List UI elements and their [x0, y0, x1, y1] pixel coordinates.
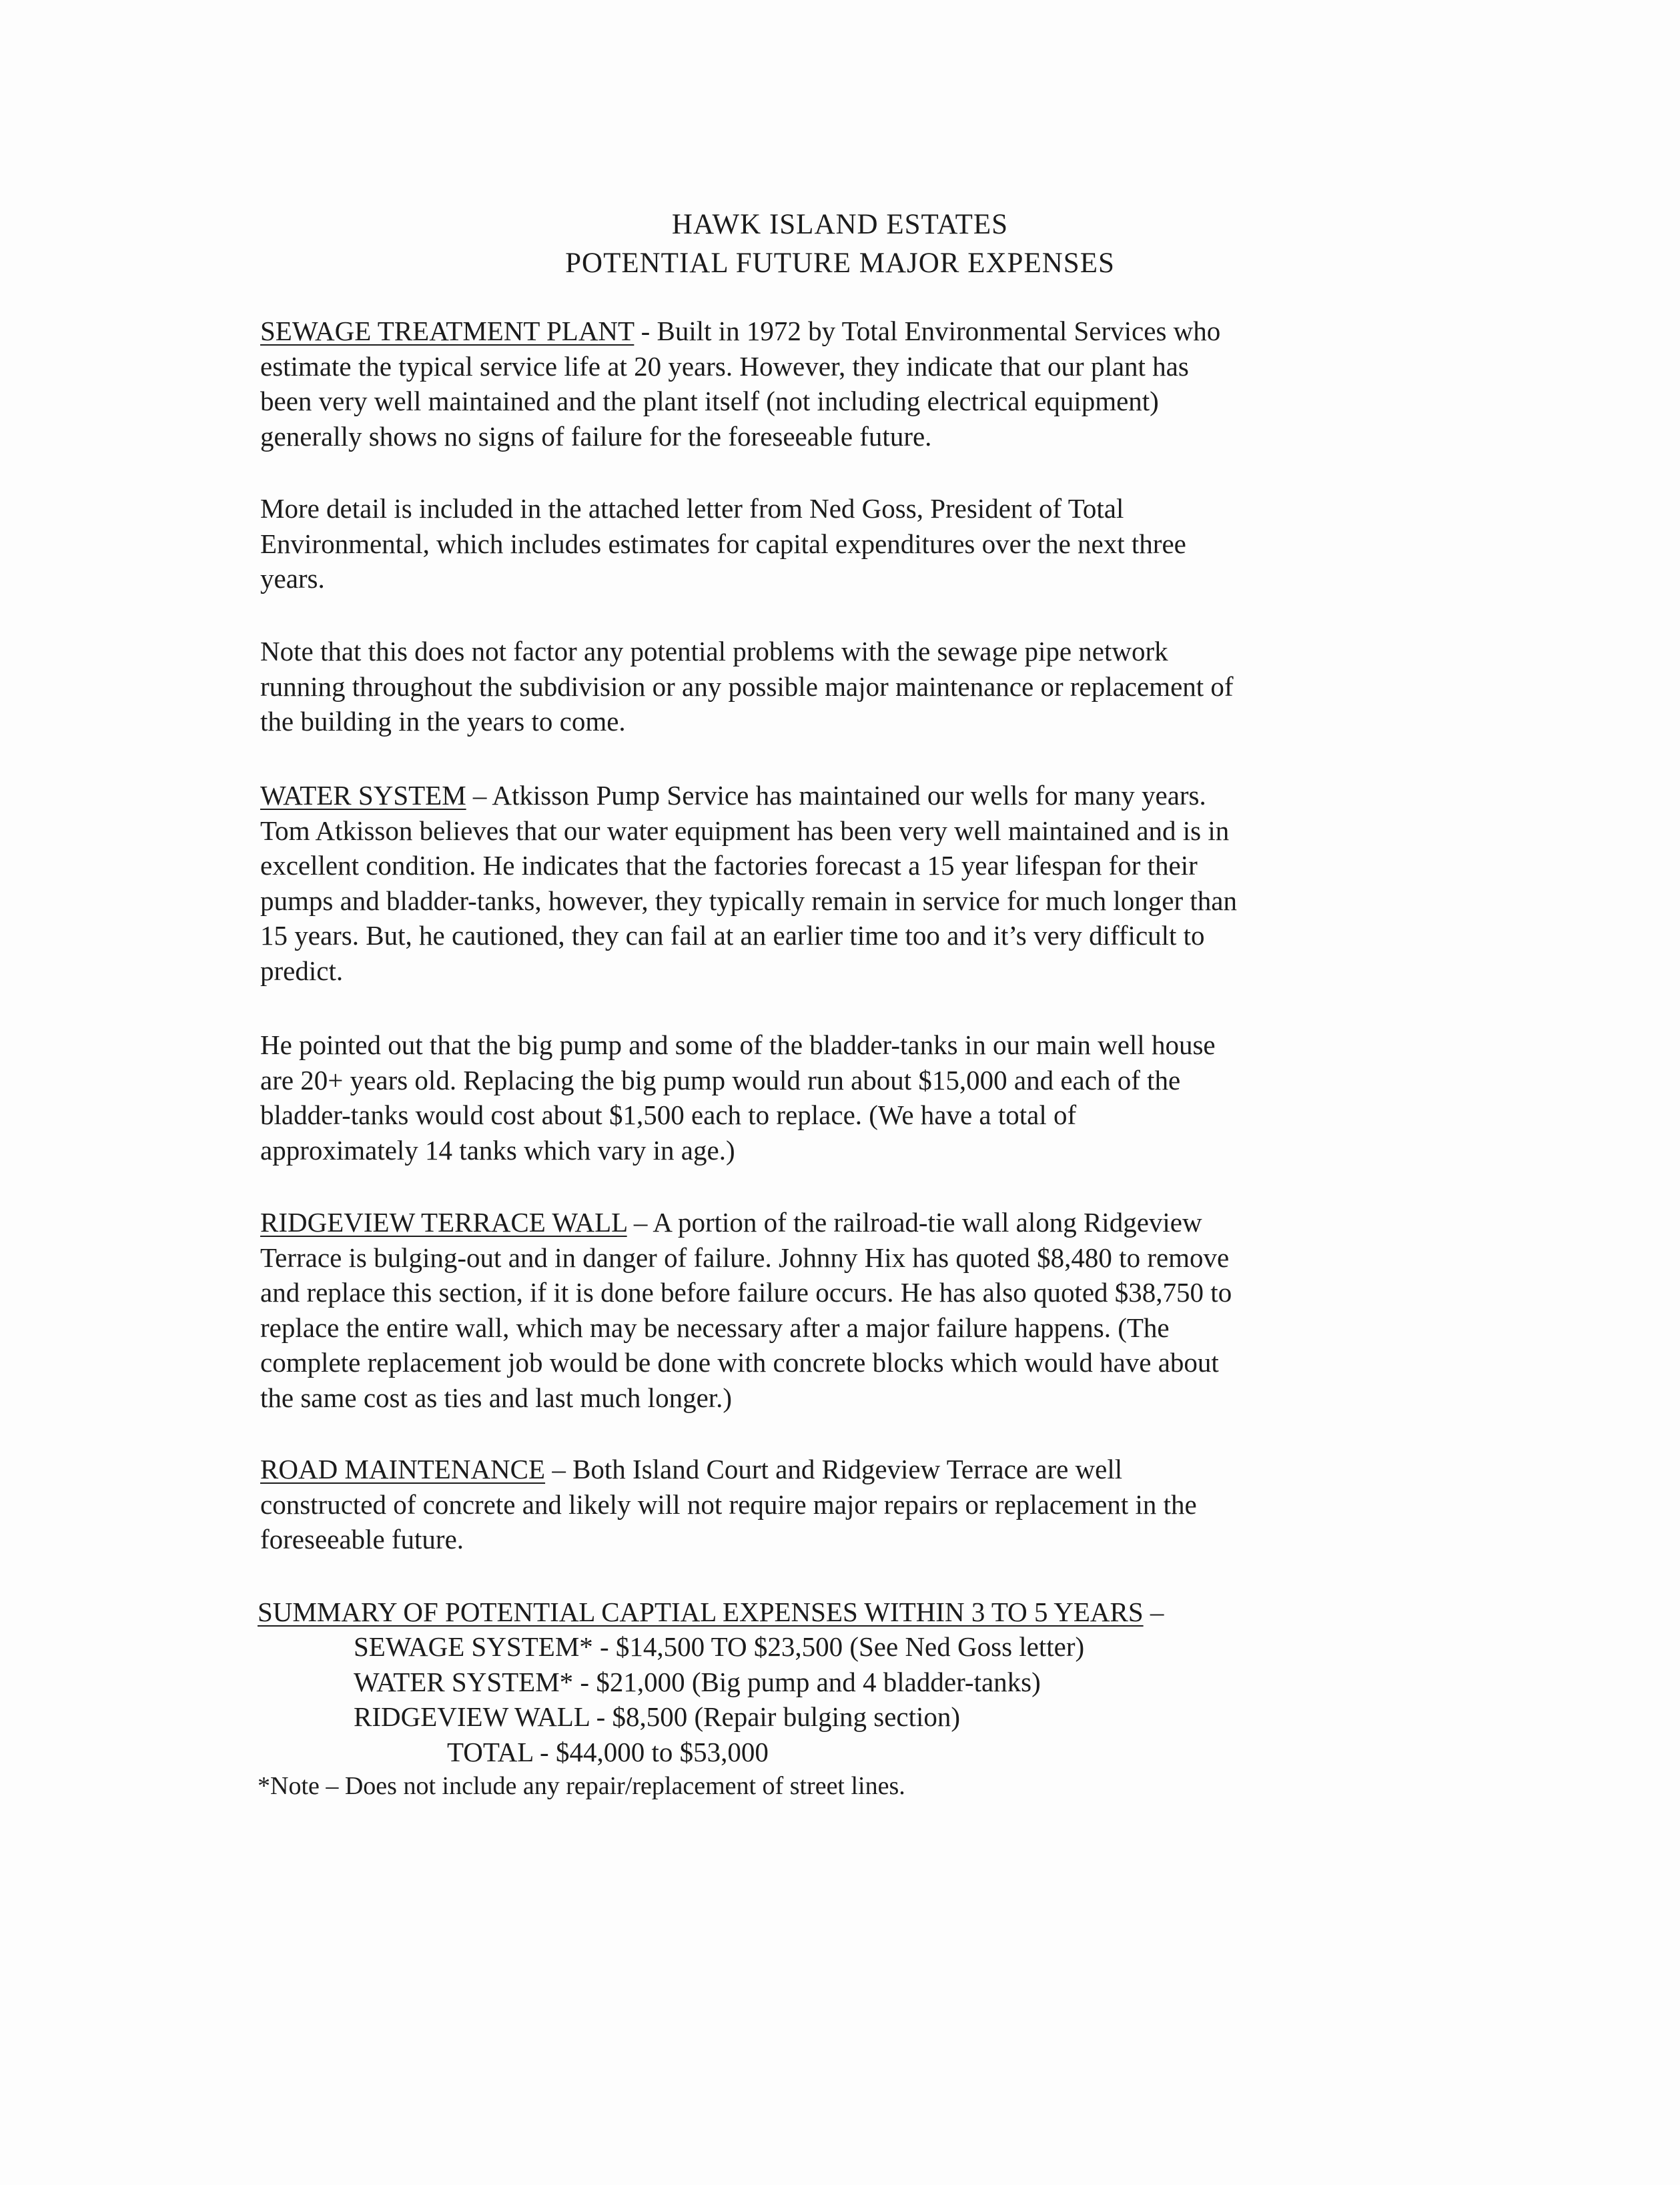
water-line-2: excellent condition. He indicates that the factories forecast a 15 year lifespan for their	[260, 850, 1198, 881]
road-first-line	[260, 1452, 1408, 1487]
document-header	[0, 205, 1680, 283]
sewage-line-0: - Built in 1972 by Total Environmental Services who	[634, 316, 1221, 346]
wall-first-line	[260, 1205, 1408, 1240]
summary-item-sewage: SEWAGE SYSTEM* - $14,500 TO $23,500 (See Ned Goss letter)	[354, 1631, 1085, 1662]
detail-line-1: Environmental, which includes estimates for capital expenditures over the next three	[260, 528, 1186, 559]
pump-line-0: He pointed out that the big pump and some of the bladder-tanks in our main well house	[260, 1029, 1216, 1060]
wall-line-4: complete replacement job would be done with concrete blocks which would have about	[260, 1347, 1219, 1378]
pipe-note-line-1: running throughout the subdivision or any possible major maintenance or replacement of	[260, 671, 1234, 702]
sewage-first-line	[260, 314, 1408, 349]
wall-line-3: replace the entire wall, which may be necessary after a major failure happens. (The	[260, 1312, 1170, 1343]
pump-paragraph	[260, 1027, 1408, 1168]
summary-list	[354, 1629, 1084, 1769]
sewage-line-1: estimate the typical service life at 20 years. However, they indicate that our plant has	[260, 350, 1189, 382]
sewage-line-2: been very well maintained and the plant itself (not including electrical equipment)	[260, 386, 1159, 416]
road-line-1: constructed of concrete and likely will not require major repairs or replacement in the	[260, 1488, 1197, 1520]
wall-line-0: – A portion of the railroad-tie wall along Ridgeview	[626, 1207, 1202, 1238]
pipe-note-paragraph	[260, 634, 1408, 739]
pump-line-1: are 20+ years old. Replacing the big pump would run about $15,000 and each of the	[260, 1064, 1181, 1096]
summary-heading-suffix: –	[1143, 1597, 1164, 1627]
pump-line-2: bladder-tanks would cost about $1,500 each to replace. (We have a total of	[260, 1100, 1077, 1130]
wall-section	[260, 1205, 1408, 1415]
sewage-section	[260, 314, 1408, 454]
water-line-4: 15 years. But, he cautioned, they can fail at an earlier time too and it’s very difficult to	[260, 920, 1205, 951]
summary-heading: SUMMARY OF POTENTIAL CAPTIAL EXPENSES WITHIN 3 TO 5 YEARS	[258, 1597, 1144, 1627]
water-line-5: predict.	[260, 955, 344, 986]
summary-heading-row	[258, 1595, 1405, 1630]
sewage-heading: SEWAGE TREATMENT PLANT	[260, 316, 635, 346]
pipe-note-line-0: Note that this does not factor any potential problems with the sewage pipe network	[260, 636, 1168, 667]
document-subtitle: POTENTIAL FUTURE MAJOR EXPENSES	[565, 248, 1115, 279]
summary-item-water: WATER SYSTEM* - $21,000 (Big pump and 4 bladder-tanks)	[354, 1666, 1041, 1697]
sewage-line-3: generally shows no signs of failure for the foreseeable future.	[260, 420, 932, 452]
document-title: HAWK ISLAND ESTATES	[671, 209, 1009, 240]
wall-line-5: the same cost as ties and last much longer.)	[260, 1382, 733, 1413]
summary-footnote: *Note – Does not include any repair/replacement of street lines.	[258, 1772, 905, 1800]
water-line-1: Tom Atkisson believes that our water equipment has been very well maintained and is in	[260, 815, 1230, 846]
wall-line-1: Terrace is bulging-out and in danger of failure. Johnny Hix has quoted $8,480 to remove	[260, 1242, 1230, 1273]
summary-total: TOTAL - $44,000 to $53,000	[447, 1736, 769, 1767]
road-line-2: foreseeable future.	[260, 1524, 464, 1555]
road-heading: ROAD MAINTENANCE	[260, 1454, 546, 1484]
wall-heading: RIDGEVIEW TERRACE WALL	[260, 1207, 627, 1238]
water-first-line	[260, 778, 1408, 813]
water-line-0: – Atkisson Pump Service has maintained our wells for many years.	[466, 780, 1206, 811]
detail-line-2: years.	[260, 563, 325, 594]
detail-line-0: More detail is included in the attached letter from Ned Goss, President of Total	[260, 493, 1124, 524]
pipe-note-line-2: the building in the years to come.	[260, 706, 626, 737]
water-section	[260, 778, 1408, 988]
road-line-0: – Both Island Court and Ridgeview Terrace are well	[545, 1454, 1123, 1484]
water-line-3: pumps and bladder-tanks, however, they typically remain in service for much longer than	[260, 885, 1237, 916]
summary-heading-line	[258, 1595, 1405, 1630]
road-section	[260, 1452, 1408, 1557]
summary-item-wall: RIDGEVIEW WALL - $8,500 (Repair bulging section)	[354, 1701, 961, 1732]
pump-line-3: approximately 14 tanks which vary in age.)	[260, 1134, 735, 1166]
wall-line-2: and replace this section, if it is done before failure occurs. He has also quoted $38,750 to	[260, 1277, 1232, 1308]
water-heading: WATER SYSTEM	[260, 780, 466, 811]
detail-paragraph	[260, 491, 1408, 596]
